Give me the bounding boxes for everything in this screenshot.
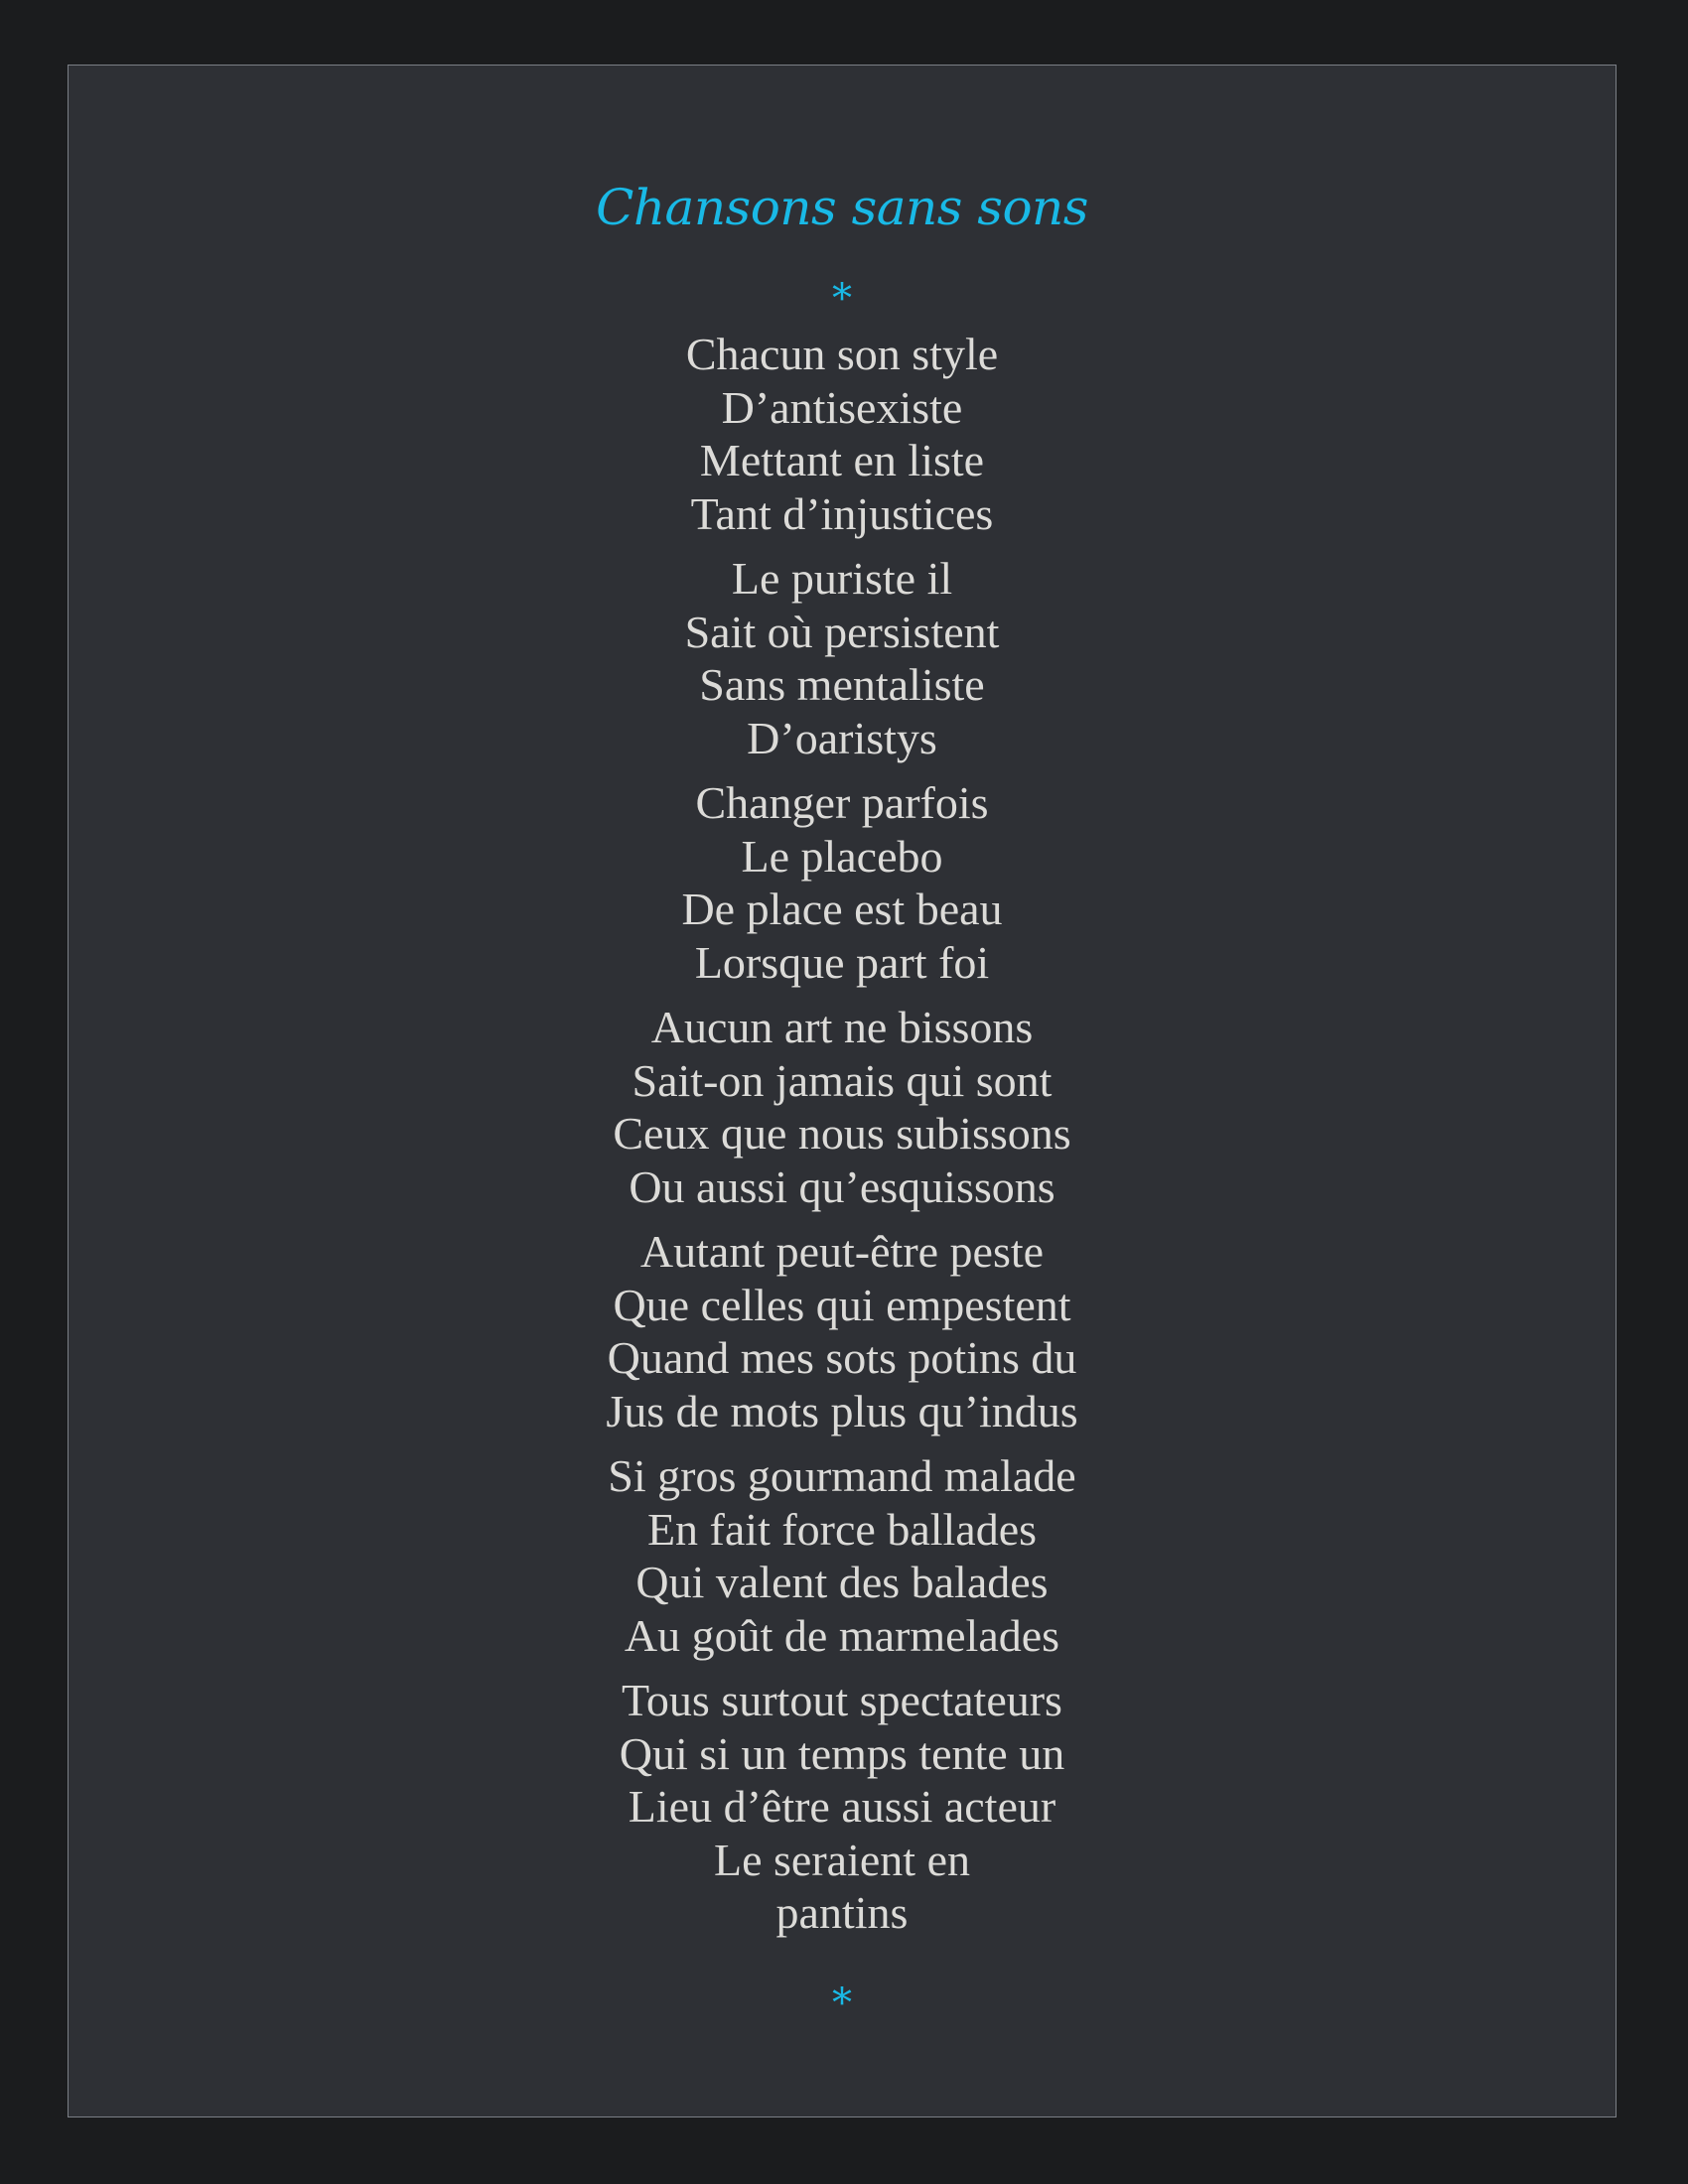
poem-line: Qui valent des balades: [635, 1557, 1049, 1607]
poem-line: Sait-on jamais qui sont: [632, 1054, 1053, 1106]
stanza-2: [69, 552, 1616, 764]
poem-line: De place est beau: [681, 884, 1003, 934]
poem-line: Tous surtout spectateurs: [622, 1675, 1062, 1725]
stanza-7: [69, 1674, 1616, 1940]
poem-line: Chacun son style: [685, 329, 999, 379]
poem-page: [68, 65, 1617, 2117]
poem-title: Chansons sans sons: [596, 179, 1088, 236]
asterisk-ornament-bottom: *: [832, 1980, 852, 2026]
asterisk-ornament-top: *: [832, 276, 852, 322]
poem-line: Tant d’injustices: [690, 487, 994, 539]
poem-line: Mettant en liste: [699, 435, 985, 485]
poem-line: Que celles qui empestent: [613, 1279, 1071, 1330]
poem-line: Ou aussi qu’esquissons: [629, 1160, 1055, 1212]
stanza-1: [69, 328, 1616, 540]
poem-line: D’oaristys: [747, 712, 937, 763]
stanza-5: [69, 1225, 1616, 1437]
poem-line: Jus de mots plus qu’indus: [606, 1385, 1078, 1436]
poem-line: Au goût de marmelades: [624, 1609, 1060, 1661]
poem-line: Si gros gourmand malade: [608, 1450, 1076, 1501]
poem-line: Changer parfois: [695, 777, 989, 828]
poem-line: Autant peut-être peste: [639, 1226, 1045, 1277]
poem-line: En fait force ballades: [646, 1503, 1038, 1555]
poem-line: Quand mes sots potins du: [607, 1332, 1077, 1383]
poem-line: D’antisexiste: [721, 381, 963, 433]
poem-line: Lorsque part foi: [694, 936, 990, 988]
poem-line: Ceux que nous subissons: [613, 1108, 1071, 1159]
poem-line: Aucun art ne bissons: [650, 1002, 1034, 1052]
poem-line: pantins: [775, 1887, 909, 1938]
poem-line: Le seraient en: [714, 1834, 970, 1885]
stanza-3: [69, 776, 1616, 989]
poem-line: Le puriste il: [731, 553, 953, 604]
stanza-4: [69, 1001, 1616, 1213]
poem-line: Sans mentaliste: [699, 659, 985, 710]
poem-body: [69, 328, 1616, 1952]
poem-line: Qui si un temps tente un: [619, 1727, 1065, 1779]
stanza-6: [69, 1449, 1616, 1662]
poem-line: Le placebo: [741, 830, 943, 882]
poem-line: Sait où persistent: [684, 606, 1000, 657]
poem-line: Lieu d’être aussi acteur: [628, 1781, 1056, 1832]
